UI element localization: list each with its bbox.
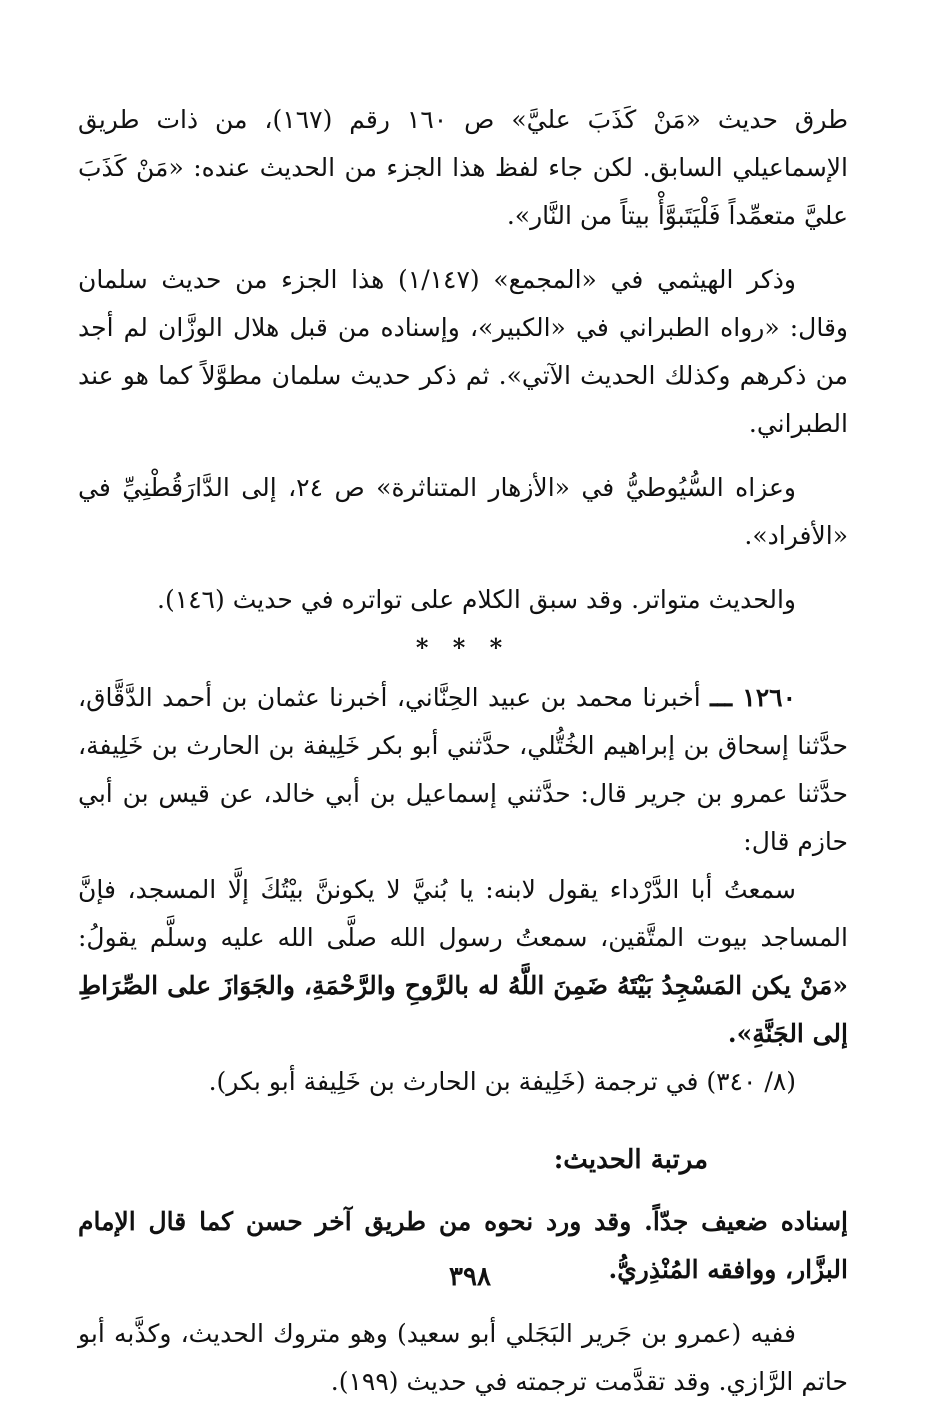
hadith-reference: (٨/ ٣٤٠) في ترجمة (خَلِيفة بن الحارث بن خَلِيفة أبو بكر). <box>208 1067 796 1096</box>
paragraph-mutawatir: والحديث متواتر. وقد سبق الكلام على تواتره في حديث (١٤٦). <box>157 585 796 614</box>
grading-detail: ففيه (عمرو بن جَرير البَجَلي أبو سعيد) وهو متروك الحديث، وكذَّبه أبو حاتم الرَّازي. وقد تقدَّمت ترجمته في حديث (١٩٩). <box>78 1319 848 1396</box>
hadith-matn-paragraph <box>78 866 848 1058</box>
paragraph-suyuti: وعزاه السُّيُوطيُّ في «الأزهار المتناثرة» ص ٢٤، إلى الدَّارَقُطْنِيِّ في «الأفراد». <box>78 473 848 550</box>
spacer <box>78 448 848 464</box>
hadith-matn-intro: سمعتُ أبا الدَّرْداء يقول لابنه: يا بُنيَّ لا يكوننَّ بيْتُكَ إلَّا المسجد، فإنَّ المساجد بيوت المتَّقين، سمعتُ رسول الله صلَّى الله عليه وسلَّم يقولُ: <box>78 875 848 952</box>
grading-summary: إسناده ضعيف جدّاً. وقد ورد نحوه من طريق آخر حسن كما قال الإمام البزَّار، ووافقه المُنْذِريُّ. <box>78 1207 848 1284</box>
spacer <box>78 560 848 576</box>
hadith-number: ١٢٦٠ ـــ <box>710 683 796 712</box>
grading-heading: مرتبة الحديث: <box>553 1145 708 1175</box>
spacer <box>78 1294 848 1310</box>
hadith-isnad-paragraph <box>78 674 848 866</box>
hadith-matn-text: «مَنْ يكن المَسْجِدُ بَيْتَهُ ضَمِنَ اللَّهُ له بالرَّوحِ والرَّحْمَةِ، والجَوَازَ على الصِّرَاطِ إلى الجَنَّةِ». <box>78 971 848 1048</box>
paragraph-turuq: طرق حديث «مَنْ كَذَبَ عليَّ» ص ١٦٠ رقم (١٦٧)، من ذات طريق الإسماعيلي السابق. لكن جاء لفظ هذا الجزء من الحديث عنده: «مَنْ كَذَبَ عليَّ متعمِّداً فَلْيَتَبوَّأْ بيتاً من النَّار». <box>78 105 849 230</box>
section-divider: * * * <box>415 633 511 662</box>
page-content <box>78 96 848 1406</box>
paragraph-haythami: وذكر الهيثمي في «المجمع» (١/١٤٧) هذا الجزء من حديث سلمان وقال: «رواه الطبراني في «الكبير»، وإسناده من قبل هلال الوزَّان لم أجد من ذكرهم وكذلك الحديث الآتي». ثم ذكر حديث سلمان مطوَّلاً كما هو عند الطبراني. <box>78 265 848 438</box>
spacer <box>78 240 848 256</box>
hadith-isnad: أخبرنا محمد بن عبيد الحِنَّاني، أخبرنا عثمان بن أحمد الدَّقَّاق، حدَّثنا إسحاق بن إبراهيم الخُتُّلي، حدَّثني أبو بكر خَلِيفة بن الحارث بن خَلِيفة، حدَّثنا عمرو بن جرير قال: حدَّثني إسماعيل بن أبي خالد، عن قيس بن أبي حازم قال: <box>78 683 849 856</box>
page-number: ٣٩٨ <box>449 1262 491 1292</box>
